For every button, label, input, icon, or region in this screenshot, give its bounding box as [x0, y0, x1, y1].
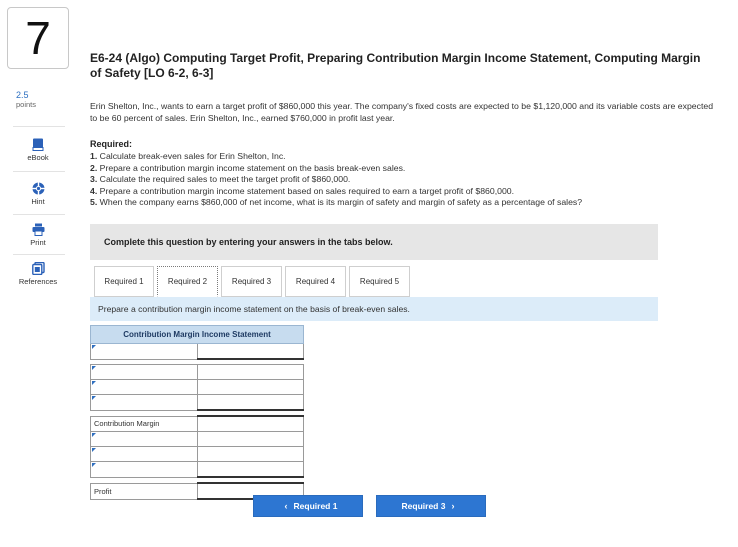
line-item-select[interactable]	[91, 380, 198, 395]
references-icon	[32, 262, 45, 275]
dropdown-marker-icon	[92, 463, 96, 467]
print-label: Print	[30, 238, 46, 247]
dropdown-marker-icon	[92, 366, 96, 370]
table-row	[91, 395, 304, 411]
dropdown-marker-icon	[92, 433, 96, 437]
references-tool[interactable]	[6, 262, 70, 286]
tab-required-2[interactable]: Required 2	[157, 266, 218, 297]
tab-required-1[interactable]: Required 1	[94, 266, 154, 297]
points-value: 2.5	[16, 90, 29, 100]
problem-intro: Erin Shelton, Inc., wants to earn a target profit of $860,000 this year. The company's fixed costs are expected to be $1,120,000 and its variable costs are expected to be 60 percent of sales. Erin Shelton, Inc., earned $760,000 in profit last year.	[90, 101, 714, 123]
ebook-icon	[32, 138, 44, 151]
dropdown-marker-icon	[92, 381, 96, 385]
tab-required-5[interactable]: Required 5	[349, 266, 410, 297]
dropdown-marker-icon	[92, 396, 96, 400]
amount-field[interactable]	[201, 463, 301, 475]
requirement-item: 5. When the company earns $860,000 of net income, what is its margin of safety and margin of safety as a percentage of sales?	[90, 197, 583, 207]
amount-input[interactable]	[197, 432, 304, 447]
statement-header: Contribution Margin Income Statement	[91, 326, 304, 344]
hint-tool[interactable]	[6, 182, 70, 206]
amount-input[interactable]	[197, 365, 304, 380]
amount-input[interactable]	[197, 380, 304, 395]
previous-tab-label: Required 1	[293, 501, 338, 511]
requirements-list	[90, 151, 730, 209]
print-icon	[32, 223, 45, 236]
next-tab-button[interactable]	[376, 495, 486, 517]
table-row	[91, 447, 304, 462]
table-row	[91, 416, 304, 432]
ebook-tool[interactable]	[6, 138, 70, 162]
table-row	[91, 432, 304, 447]
amount-field[interactable]	[201, 448, 301, 460]
contribution-margin-label: Contribution Margin	[91, 416, 198, 432]
contribution-margin-statement	[90, 325, 304, 500]
required-heading: Required:	[90, 139, 133, 149]
table-row	[91, 380, 304, 395]
amount-field[interactable]	[201, 366, 301, 378]
hint-label: Hint	[31, 197, 45, 206]
table-row	[91, 344, 304, 360]
requirement-item: 4. Prepare a contribution margin income statement based on sales required to earn a target profit of $860,000.	[90, 185, 515, 196]
previous-tab-button[interactable]	[253, 495, 363, 517]
amount-field[interactable]	[201, 396, 301, 408]
references-label: References	[18, 277, 58, 286]
next-tab-label: Required 3	[401, 501, 446, 511]
amount-field[interactable]	[201, 381, 301, 393]
requirement-item: 3. Calculate the required sales to meet the target profit of $860,000.	[90, 174, 351, 184]
tool-divider	[13, 171, 65, 172]
dropdown-marker-icon	[92, 345, 96, 349]
amount-field[interactable]	[201, 418, 301, 430]
instructions-banner: Complete this question by entering your answers in the tabs below.	[90, 224, 658, 260]
line-item-select[interactable]	[91, 462, 198, 478]
amount-field[interactable]	[201, 433, 301, 445]
tab-prompt: Prepare a contribution margin income statement on the basis of break-even sales.	[90, 297, 658, 321]
profit-label: Profit	[91, 483, 198, 499]
tool-divider	[13, 254, 65, 255]
ebook-label: eBook	[27, 153, 49, 162]
line-item-select[interactable]	[91, 432, 198, 447]
line-item-select[interactable]	[91, 344, 198, 360]
line-item-select[interactable]	[91, 447, 198, 462]
amount-field[interactable]	[201, 345, 301, 357]
problem-title: E6-24 (Algo) Computing Target Profit, Preparing Contribution Margin Income Statement, Computing Margin of Safety [LO 6-2, 6-3]	[90, 51, 701, 80]
contribution-margin-input[interactable]	[197, 416, 304, 432]
tool-divider	[13, 126, 65, 127]
question-number: 7	[7, 7, 69, 69]
amount-input[interactable]	[197, 395, 304, 411]
amount-input[interactable]	[197, 447, 304, 462]
amount-input[interactable]	[197, 344, 304, 360]
hint-icon	[32, 182, 45, 195]
tab-required-4[interactable]: Required 4	[285, 266, 346, 297]
chevron-right-icon: ›	[451, 501, 455, 511]
table-row	[91, 462, 304, 478]
print-tool[interactable]	[6, 223, 70, 247]
requirement-item: 1. Calculate break-even sales for Erin Shelton, Inc.	[90, 151, 286, 161]
requirement-item: 2. Prepare a contribution margin income statement on the basis break-even sales.	[90, 162, 406, 173]
line-item-select[interactable]	[91, 365, 198, 380]
line-item-select[interactable]	[91, 395, 198, 411]
chevron-left-icon: ‹	[284, 501, 288, 511]
amount-input[interactable]	[197, 462, 304, 478]
tool-divider	[13, 214, 65, 215]
tab-required-3[interactable]: Required 3	[221, 266, 282, 297]
dropdown-marker-icon	[92, 448, 96, 452]
table-row	[91, 365, 304, 380]
points-label: points	[16, 100, 37, 109]
